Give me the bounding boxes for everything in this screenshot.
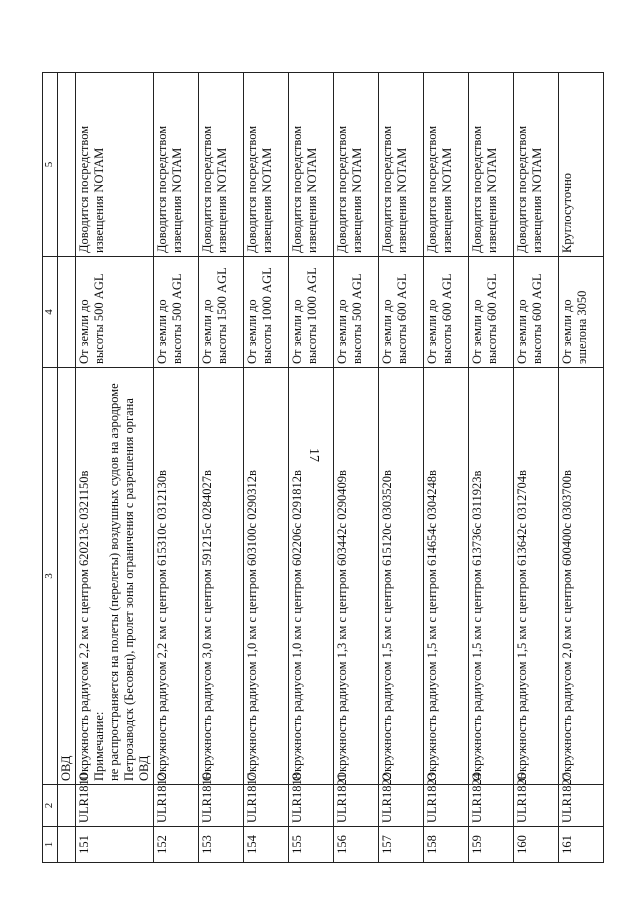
- table-row: [199, 73, 244, 863]
- zone-time: Доводится посредством извещения NOTAM: [76, 73, 154, 257]
- zone-altitude: От земли до высоты 1000 AGL: [244, 257, 289, 368]
- section-empty-cell: [58, 257, 76, 368]
- zone-description: Окружность радиусом 1,5 км с центром 615120с 0303520в: [379, 368, 424, 785]
- row-number: 152: [154, 827, 199, 863]
- zone-altitude: От земли до высоты 1000 AGL: [289, 257, 334, 368]
- zone-time: Доводится посредством извещения NOTAM: [154, 73, 199, 257]
- table-row: [244, 73, 289, 863]
- zone-code: ULR1818: [289, 785, 334, 827]
- zone-altitude: От земли до высоты 600 AGL: [424, 257, 469, 368]
- table-row: [76, 73, 154, 863]
- table-row: [559, 73, 604, 863]
- table-row: [154, 73, 199, 863]
- zone-description: Окружность радиусом 1,5 км с центром 613736с 0311923в: [469, 368, 514, 785]
- row-number: 156: [334, 827, 379, 863]
- zone-altitude: От земли до высоты 600 AGL: [379, 257, 424, 368]
- row-number: 153: [199, 827, 244, 863]
- zone-time: Доводится посредством извещения NOTAM: [289, 73, 334, 257]
- row-number: 154: [244, 827, 289, 863]
- zone-altitude: От земли до высоты 1500 AGL: [199, 257, 244, 368]
- zone-description-text: Окружность радиусом 2,2 км с центром 620213с 0321150в: [77, 470, 91, 781]
- table-row: [514, 73, 559, 863]
- zone-code: ULR1817: [244, 785, 289, 827]
- zone-description: Окружность радиусом 1,5 км с центром 613642с 0312704в: [514, 368, 559, 785]
- section-empty-cell: [58, 785, 76, 827]
- zone-description: Окружность радиусом 2,2 км с центром 615310с 0312130в: [154, 368, 199, 785]
- zone-time: Круглосуточно: [559, 73, 604, 257]
- note-text: не распространяется на полеты (перелеты) воздушных судов на аэродроме Петрозаводск (Бесовец), пролет зоны ограничения с разрешения органа ОВД: [107, 383, 151, 781]
- row-number: 151: [76, 827, 154, 863]
- header-cell-2: 2: [43, 785, 58, 827]
- table-row: [424, 73, 469, 863]
- zone-time: Доводится посредством извещения NOTAM: [469, 73, 514, 257]
- zone-code: ULR1826: [514, 785, 559, 827]
- zone-description: Окружность радиусом 1,5 км с центром 614654с 0304248в: [424, 368, 469, 785]
- row-number: 158: [424, 827, 469, 863]
- table-row: [289, 73, 334, 863]
- section-row: [58, 73, 76, 863]
- zone-time: Доводится посредством извещения NOTAM: [514, 73, 559, 257]
- zone-altitude: От земли до высоты 500 AGL: [76, 257, 154, 368]
- zone-altitude: От земли до эшелона 3050: [559, 257, 604, 368]
- section-empty-cell: [58, 73, 76, 257]
- restricted-zones-table: [42, 72, 604, 863]
- zone-altitude: От земли до высоты 600 AGL: [469, 257, 514, 368]
- header-row: [43, 73, 58, 863]
- zone-description: Окружность радиусом 1,0 км с центром 602206с 0291812в: [289, 368, 334, 785]
- zone-altitude: От земли до высоты 500 AGL: [154, 257, 199, 368]
- row-number: 155: [289, 827, 334, 863]
- zone-code: ULR1823: [424, 785, 469, 827]
- zone-code: ULR1827: [559, 785, 604, 827]
- zone-code: ULR1824: [469, 785, 514, 827]
- table-row: [379, 73, 424, 863]
- zone-code: ULR1821: [334, 785, 379, 827]
- zone-description: Окружность радиусом 1,3 км с центром 603442с 0290409в: [334, 368, 379, 785]
- zone-time: Доводится посредством извещения NOTAM: [334, 73, 379, 257]
- row-number: 157: [379, 827, 424, 863]
- zone-altitude: От земли до высоты 500 AGL: [334, 257, 379, 368]
- zone-code: ULR1812: [154, 785, 199, 827]
- zone-description: Окружность радиусом 2,0 км с центром 600400с 0303700в: [559, 368, 604, 785]
- zone-time: Доводится посредством извещения NOTAM: [379, 73, 424, 257]
- section-empty-cell: [58, 827, 76, 863]
- table-row: [469, 73, 514, 863]
- header-cell-5: 5: [43, 73, 58, 257]
- zone-time: Доводится посредством извещения NOTAM: [244, 73, 289, 257]
- zone-description: Окружность радиусом 3,0 км с центром 591215с 0284027в: [199, 368, 244, 785]
- zone-time: Доводится посредством извещения NOTAM: [424, 73, 469, 257]
- header-cell-3: 3: [43, 368, 58, 785]
- row-number: 159: [469, 827, 514, 863]
- table-row: [334, 73, 379, 863]
- document-page: [42, 73, 598, 863]
- row-number: 160: [514, 827, 559, 863]
- zone-code: ULR1822: [379, 785, 424, 827]
- page-number: 17: [306, 448, 321, 462]
- header-cell-1: 1: [43, 827, 58, 863]
- note-label: Примечание:: [92, 711, 106, 781]
- header-cell-4: 4: [43, 257, 58, 368]
- zone-description: Окружность радиусом 1,0 км с центром 603100с 0290312в: [244, 368, 289, 785]
- row-number: 161: [559, 827, 604, 863]
- zone-code: ULR1816: [199, 785, 244, 827]
- zone-description: [76, 368, 154, 785]
- zone-time: Доводится посредством извещения NOTAM: [199, 73, 244, 257]
- section-label: ОВД: [58, 368, 76, 785]
- zone-altitude: От земли до высоты 600 AGL: [514, 257, 559, 368]
- zone-code: ULR1810: [76, 785, 154, 827]
